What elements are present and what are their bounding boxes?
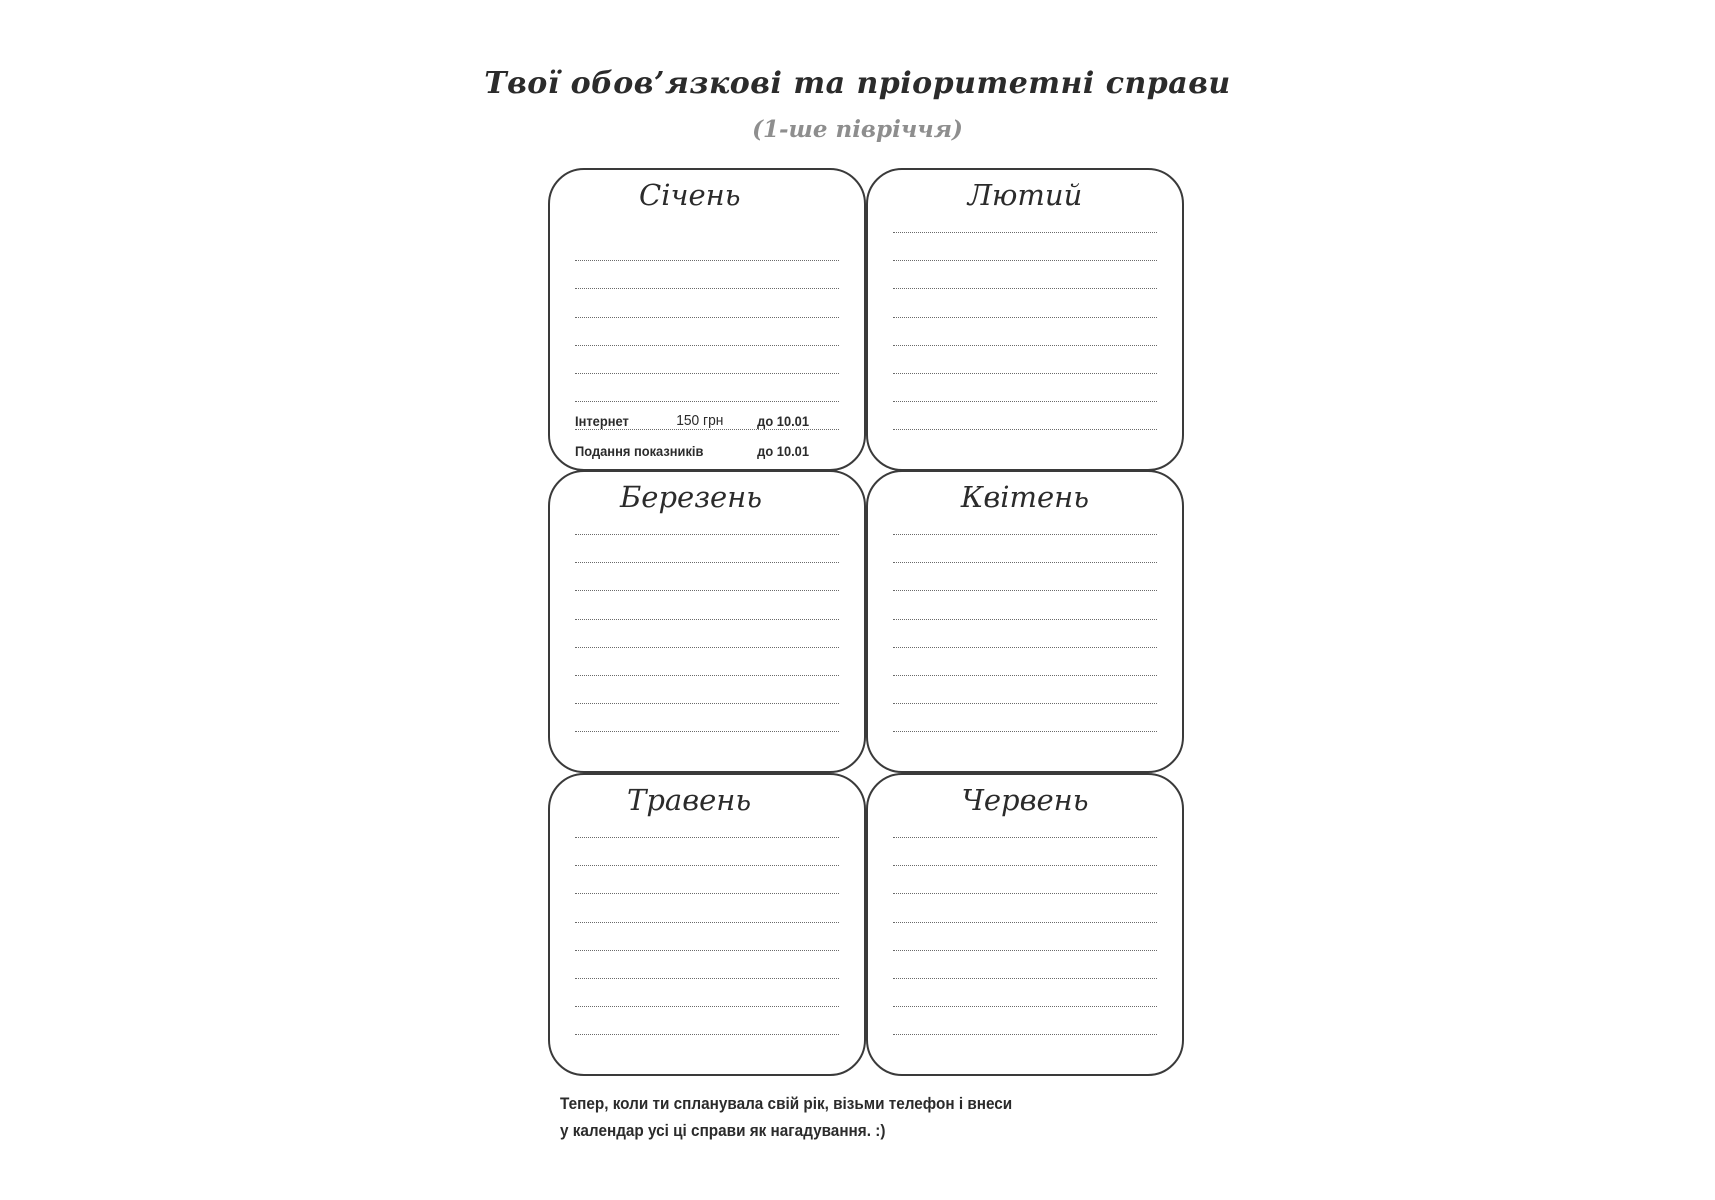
dotted-line <box>893 675 1157 676</box>
month-card-june <box>866 773 1184 1076</box>
dotted-line <box>575 590 839 591</box>
dotted-line <box>575 373 839 374</box>
note-lines[interactable] <box>893 775 1157 1074</box>
dotted-line <box>575 647 839 648</box>
dotted-line <box>893 922 1157 923</box>
month-card-march <box>548 470 866 773</box>
page-subtitle: (1-ше півріччя) <box>752 116 963 143</box>
dotted-line <box>893 429 1157 430</box>
dotted-line <box>893 317 1157 318</box>
month-title: Лютий <box>967 178 1083 212</box>
dotted-line <box>575 619 839 620</box>
task-due: до 10.01 <box>757 443 810 459</box>
month-card-february <box>866 168 1184 471</box>
month-title: Червень <box>961 783 1089 817</box>
dotted-line <box>575 703 839 704</box>
dotted-line <box>893 590 1157 591</box>
dotted-line <box>575 317 839 318</box>
dotted-line <box>893 978 1157 979</box>
dotted-line <box>893 1034 1157 1035</box>
note-lines[interactable] <box>893 170 1157 469</box>
page-title: Твої обов’язкові та пріоритетні справи <box>484 66 1231 101</box>
dotted-line <box>575 401 839 402</box>
dotted-line <box>575 922 839 923</box>
dotted-line <box>893 401 1157 402</box>
task-label: Подання показників <box>575 443 704 459</box>
note-lines[interactable] <box>893 472 1157 771</box>
dotted-line <box>893 865 1157 866</box>
dotted-line <box>893 619 1157 620</box>
dotted-line <box>575 950 839 951</box>
dotted-line <box>893 731 1157 732</box>
dotted-line <box>575 675 839 676</box>
dotted-line <box>893 1006 1157 1007</box>
month-title: Січень <box>639 178 741 212</box>
dotted-line <box>893 373 1157 374</box>
dotted-line <box>575 260 839 261</box>
dotted-line <box>575 893 839 894</box>
dotted-line <box>893 950 1157 951</box>
task-label: Інтернет <box>575 413 629 429</box>
dotted-line <box>575 345 839 346</box>
footer-line-1: Тепер, коли ти спланувала свій рік, візьми телефон і внеси <box>560 1094 1013 1113</box>
month-card-april <box>866 470 1184 773</box>
dotted-line <box>893 562 1157 563</box>
list-item[interactable] <box>575 409 818 431</box>
month-title: Квітень <box>960 480 1090 514</box>
month-title: Березень <box>620 480 763 514</box>
dotted-line <box>575 978 839 979</box>
dotted-line <box>575 1034 839 1035</box>
dotted-line <box>893 703 1157 704</box>
dotted-line <box>893 232 1157 233</box>
dotted-line <box>575 837 839 838</box>
dotted-line <box>575 731 839 732</box>
dotted-line <box>893 837 1157 838</box>
dotted-line <box>575 865 839 866</box>
dotted-line <box>893 647 1157 648</box>
note-lines[interactable] <box>575 472 839 771</box>
footer-line-2: у календар усі ці справи як нагадування. :) <box>560 1121 886 1140</box>
note-lines[interactable] <box>575 775 839 1074</box>
month-card-may <box>548 773 866 1076</box>
dotted-line <box>575 429 839 430</box>
footer-note <box>560 1090 1012 1144</box>
month-card-january <box>548 168 866 471</box>
dotted-line <box>893 534 1157 535</box>
dotted-line <box>575 534 839 535</box>
list-item[interactable] <box>575 439 818 461</box>
note-lines[interactable] <box>575 170 839 469</box>
dotted-line <box>575 1006 839 1007</box>
dotted-line <box>575 562 839 563</box>
dotted-line <box>893 893 1157 894</box>
task-amount: 150 грн <box>676 412 724 429</box>
task-due: до 10.01 <box>757 413 810 429</box>
dotted-line <box>893 345 1157 346</box>
dotted-line <box>575 288 839 289</box>
dotted-line <box>893 260 1157 261</box>
dotted-line <box>893 288 1157 289</box>
month-title: Травень <box>627 783 752 817</box>
